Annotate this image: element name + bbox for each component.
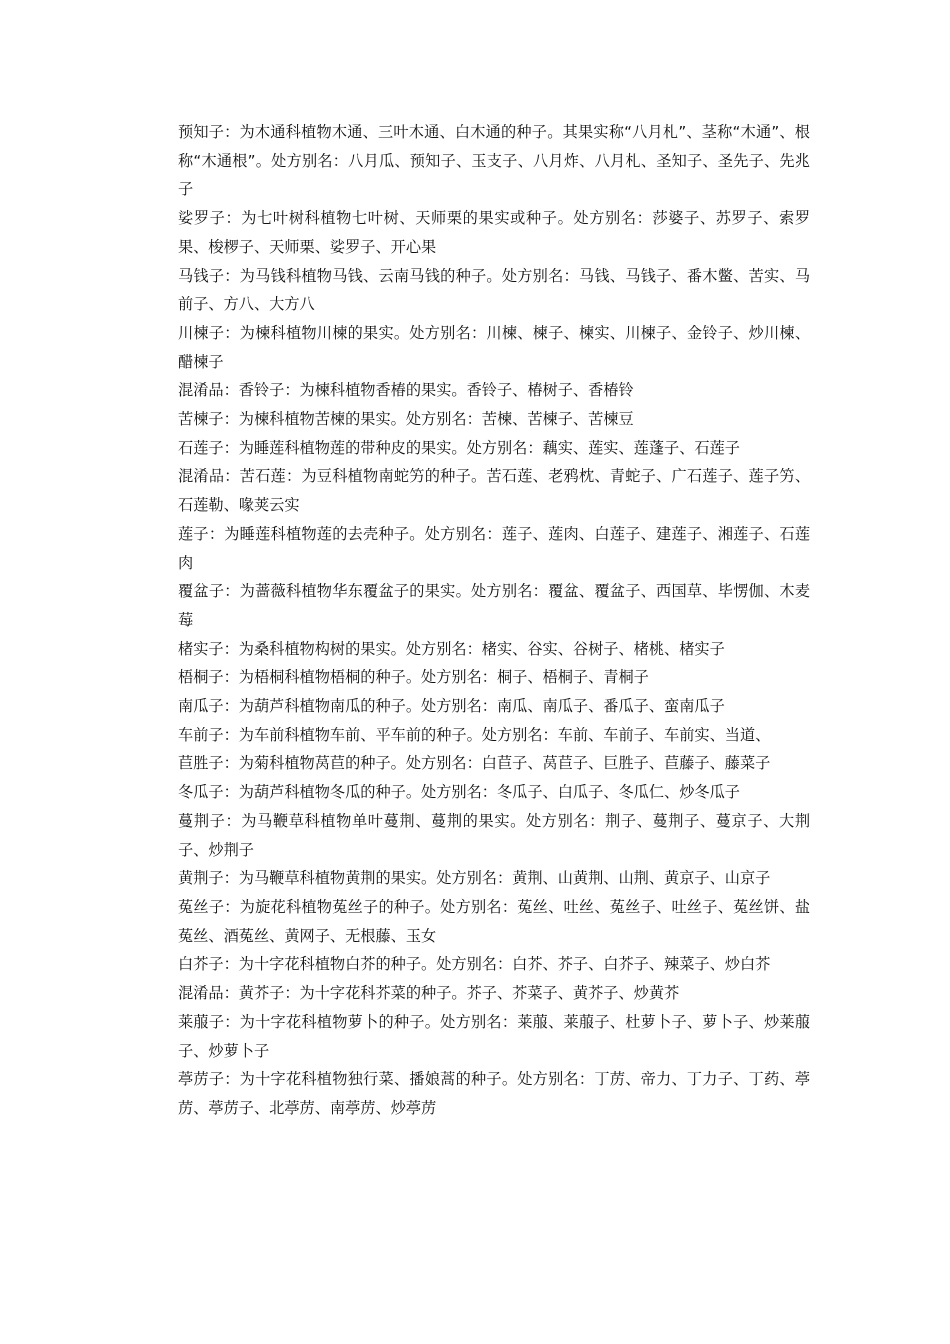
entry-maqianzi: 马钱子：为马钱科植物马钱、云南马钱的种子。处方别名：马钱、马钱子、番木鳖、苦实、马前子、方八、大方八: [178, 266, 810, 314]
entry-cheqianzi: 车前子：为车前科植物车前、平车前的种子。处方别名：车前、车前子、车前实、当道、: [178, 725, 771, 744]
entry-suoluozi: 娑罗子：为七叶树科植物七叶树、天师栗的果实或种子。处方别名：莎婆子、苏罗子、索罗果、梭椤子、天师栗、娑罗子、开心果: [178, 209, 810, 256]
entry-tusizi: 菟丝子：为旋花科植物菟丝子的种子。处方别名：菟丝、吐丝、菟丝子、吐丝子、菟丝饼、盐菟丝、酒菟丝、黄网子、无根藤、玉女: [178, 897, 810, 945]
entry-confusion-huangjiezi: 混淆品：黄芥子：为十字花科芥菜的种子。芥子、芥菜子、黄芥子、炒黄芥: [178, 984, 680, 1003]
entry-baijiezi: 白芥子：为十字花科植物白芥的种子。处方别名：白芥、芥子、白芥子、辣菜子、炒白芥: [178, 955, 771, 974]
entry-fupenzi: 覆盆子：为蔷薇科植物华东覆盆子的果实。处方别名：覆盆、覆盆子、西国草、毕愣伽、木麦莓: [178, 582, 810, 629]
entry-yuzhizi: 预知子：为木通科植物木通、三叶木通、白木通的种子。其果实称“八月札”、茎称“木通”、根称“木通根”。处方别名：八月瓜、预知子、玉支子、八月炸、八月札、圣知子、圣先子、先兆子: [178, 123, 810, 199]
entry-kulianzi: 苦楝子：为楝科植物苦楝的果实。处方别名：苦楝、苦楝子、苦楝豆: [178, 410, 634, 429]
entry-tinglizi: 葶苈子：为十字花科植物独行菜、播娘蒿的种子。处方别名：丁苈、帝力、丁力子、丁药、葶苈、葶苈子、北葶苈、南葶苈、炒葶苈: [178, 1070, 810, 1117]
entry-dongguazi: 冬瓜子：为葫芦科植物冬瓜的种子。处方别名：冬瓜子、白瓜子、冬瓜仁、炒冬瓜子: [178, 783, 740, 802]
entry-chuanlianzi: 川楝子：为楝科植物川楝的果实。处方别名：川楝、楝子、楝实、川楝子、金铃子、炒川楝、醋楝子: [178, 323, 810, 371]
entry-chushizi: 楮实子：为桑科植物构树的果实。处方别名：楮实、谷实、谷树子、楮桃、楮实子: [178, 639, 725, 658]
entry-laifuzi: 莱菔子：为十字花科植物萝卜的种子。处方别名：莱菔、莱菔子、杜萝卜子、萝卜子、炒莱菔子、炒萝卜子: [178, 1012, 810, 1060]
entry-wutongzi: 梧桐子：为梧桐科植物梧桐的种子。处方别名：桐子、梧桐子、青桐子: [178, 668, 649, 687]
entry-jushengzi: 苣胜子：为菊科植物莴苣的种子。处方别名：白苣子、莴苣子、巨胜子、苣藤子、藤菜子: [178, 754, 771, 773]
entry-confusion-xianglingzi: 混淆品：香铃子：为楝科植物香椿的果实。香铃子、椿树子、香椿铃: [178, 381, 634, 400]
document-body: [178, 118, 810, 1123]
entry-lianzi: 莲子：为睡莲科植物莲的去壳种子。处方别名：莲子、莲肉、白莲子、建莲子、湘莲子、石莲肉: [178, 524, 810, 572]
entry-nanguazi: 南瓜子：为葫芦科植物南瓜的种子。处方别名：南瓜、南瓜子、番瓜子、蛮南瓜子: [178, 697, 725, 716]
entry-manjingzi: 蔓荆子：为马鞭草科植物单叶蔓荆、蔓荆的果实。处方别名：荆子、蔓荆子、蔓京子、大荆子、炒荆子: [178, 811, 810, 859]
entry-shilianzi: 石莲子：为睡莲科植物莲的带种皮的果实。处方别名：藕实、莲实、莲蓬子、石莲子: [178, 438, 740, 457]
entry-confusion-kushilian: 混淆品：苦石莲：为豆科植物南蛇竻的种子。苦石莲、老鸦枕、青蛇子、广石莲子、莲子竻、石莲勒、喙荚云实: [178, 467, 810, 515]
entry-huangjingzi: 黄荆子：为马鞭草科植物黄荆的果实。处方别名：黄荆、山黄荆、山荆、黄京子、山京子: [178, 869, 771, 888]
